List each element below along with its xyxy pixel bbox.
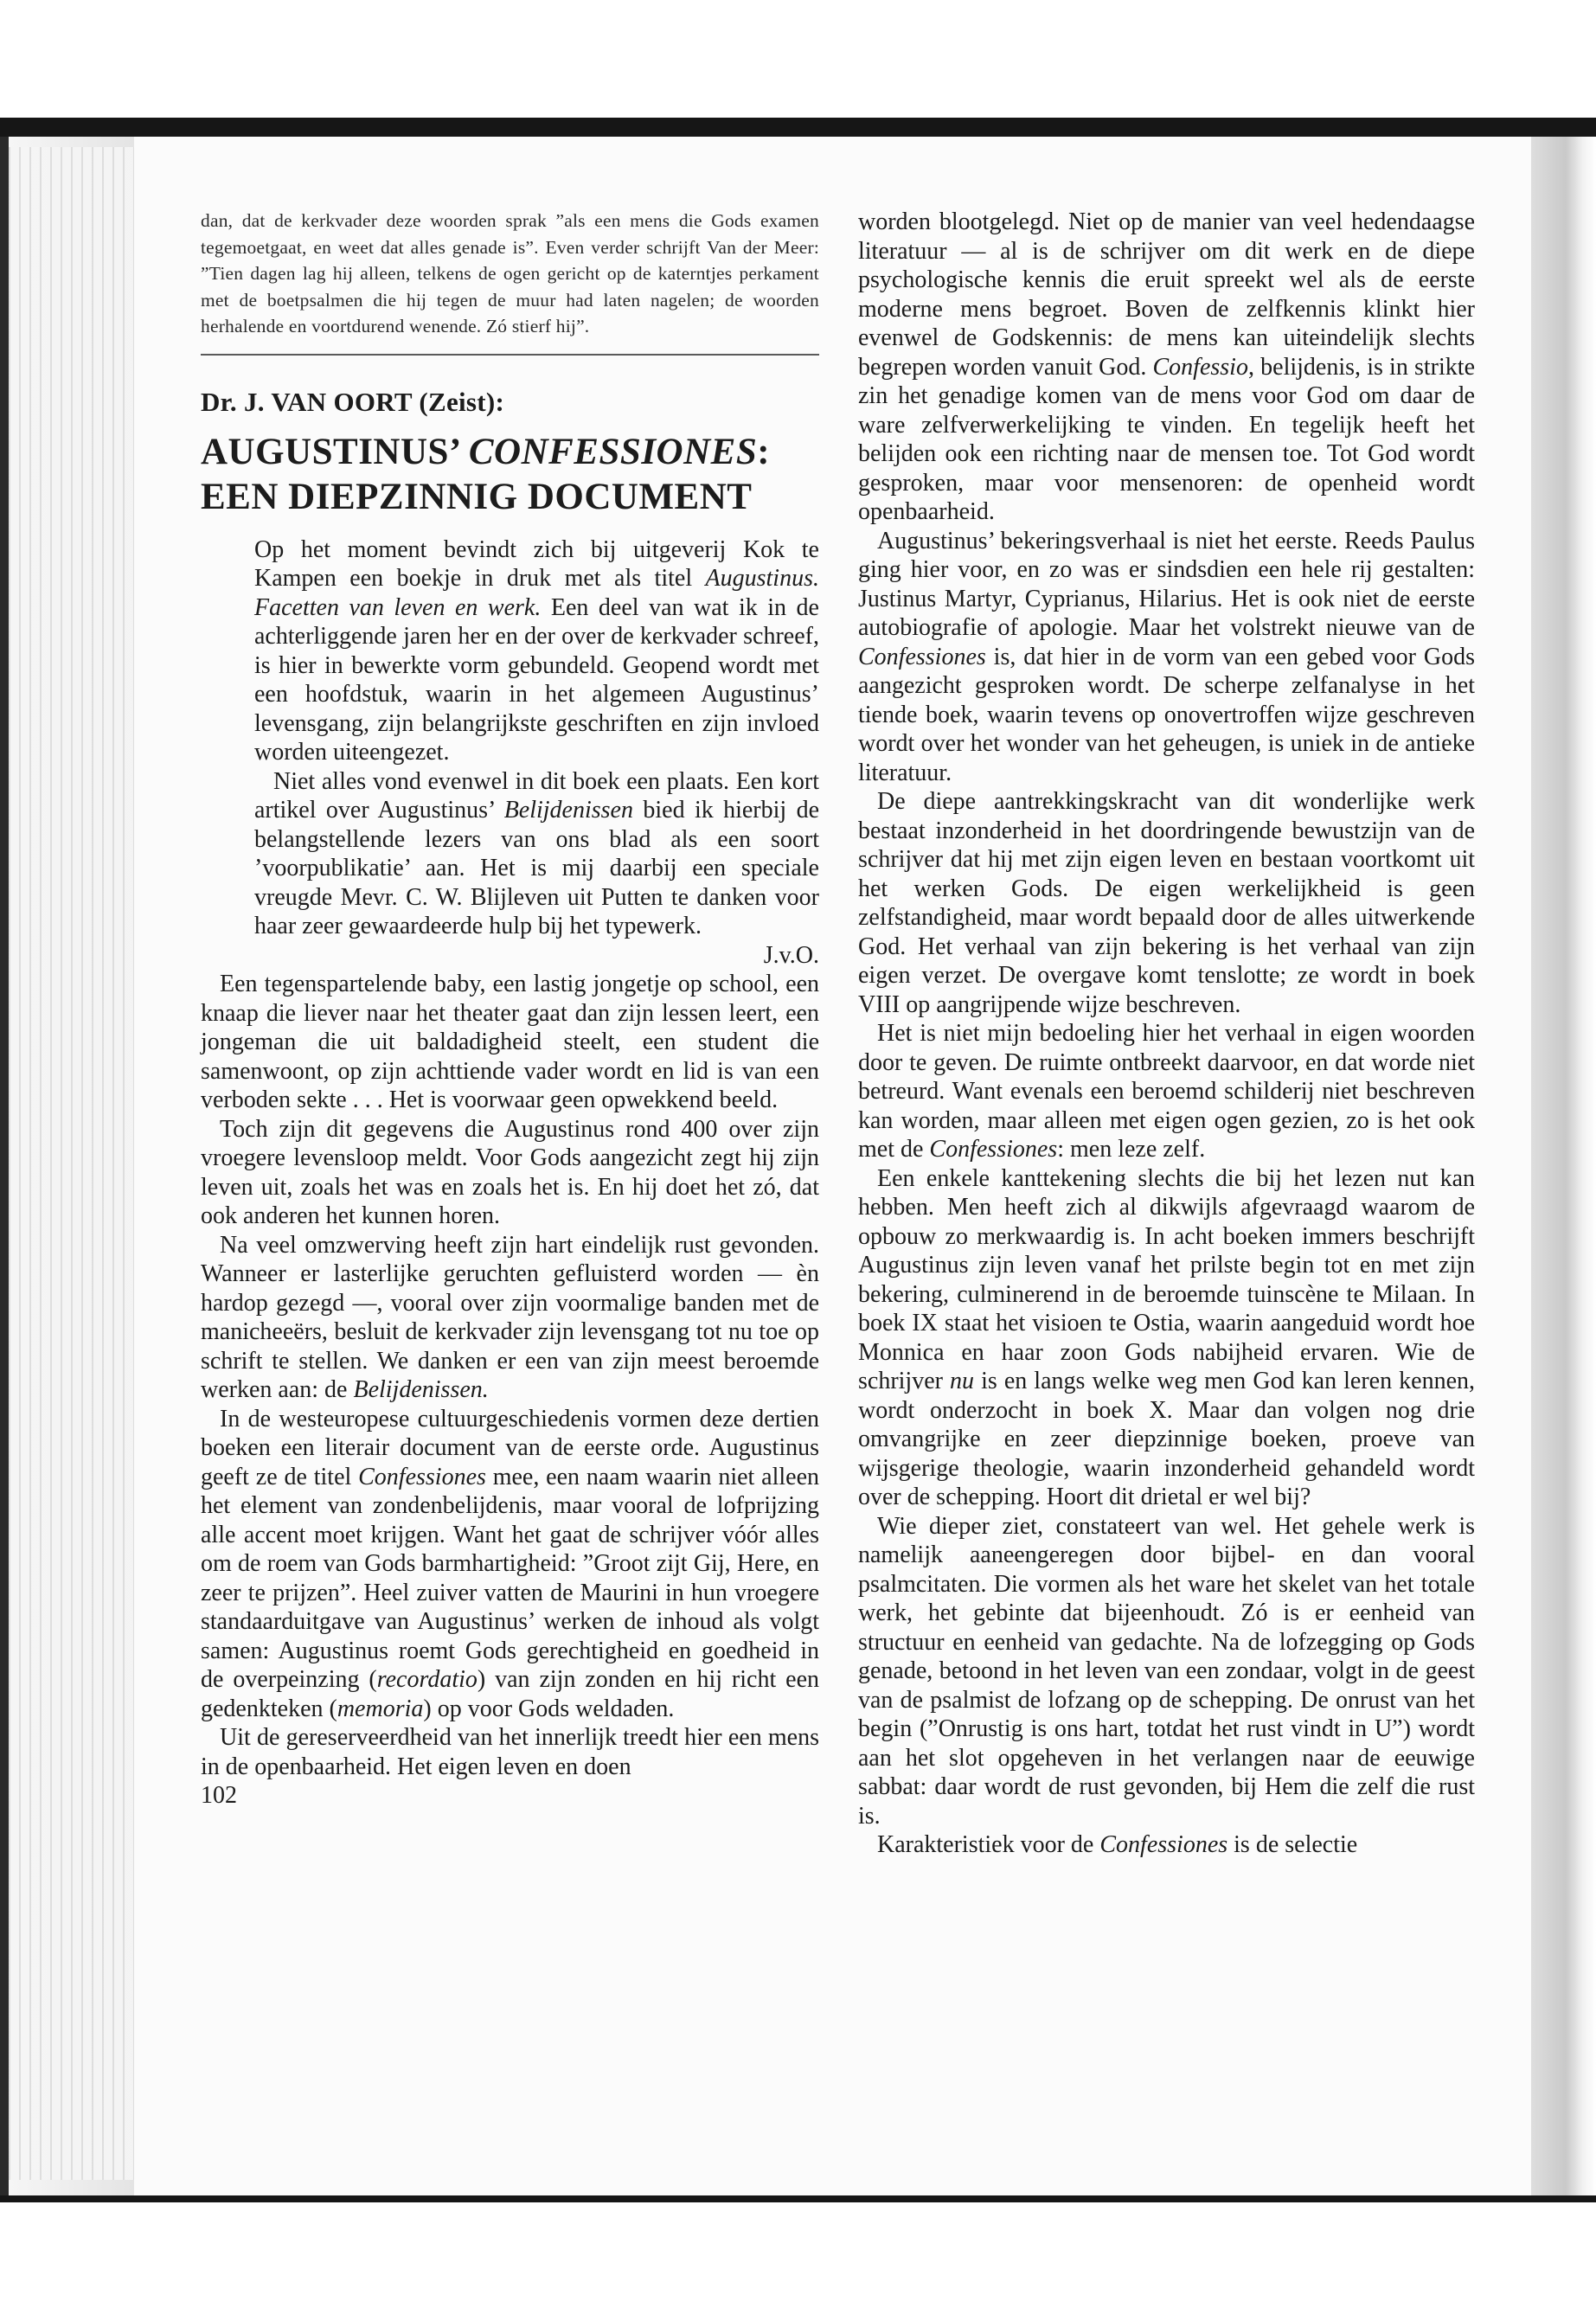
- body-paragraph-4: [201, 1405, 819, 1724]
- italic-run: Confessiones: [929, 1136, 1058, 1163]
- text-run: is en langs welke weg men God kan leren kennen, wordt onderzocht in boek X. Maar dan volgen nog drie omvangrijke en zeer diepzinnige boeken, proeve van wijsgerige theologie, waarin inzonderheid gehandeld wordt over de schepping. Hoort dit drietal er wel bij?: [858, 1368, 1475, 1510]
- text-run: Het is niet mijn bedoeling hier het verhaal in eigen woorden door te geven. De ruimte ontbreekt daarvoor, en dat worde niet betreurd. Want evenals een beroemd schilderij niet beschreven kan worden, maar alleen met eigen ogen gezien, zo is het ook met de: [858, 1020, 1475, 1163]
- title-italic: CONFESSIONES: [468, 431, 758, 472]
- text-run: Niet alles vond evenwel in dit boek een plaats. Een kort artikel over Augustinus’: [254, 767, 819, 824]
- title-colon: :: [757, 431, 771, 472]
- right-paragraph-1: [858, 208, 1475, 527]
- scanner-edge-top: [0, 118, 1596, 137]
- body-paragraph-3: [201, 1231, 819, 1405]
- italic-run: Confessiones: [858, 643, 986, 670]
- text-run: bied ik hierbij de belangstellende lezers van ons blad als een soort ’voorpublikatie’ aan. Het is mij daarbij een speciale vreugde Mevr. C. W. Blijleven uit Putten te danken voor haar zeer gewaardeerde hulp bij het typewerk.: [254, 797, 819, 939]
- text-run: Karakteristiek voor de: [877, 1831, 1100, 1858]
- book-title-italic: Augustinus. Facetten van leven en werk.: [254, 565, 819, 621]
- intro-block: [254, 535, 819, 971]
- text-run: Een deel van wat ik in de achterliggende jaren her en der over de kerkvader schreef, is hier in bewerkte vorm gebundeld. Geopend wordt met een hoofdstuk, waarin in het algemeen Augustinus’ levensgang, zijn belangrijkste geschriften en zijn invloed worden uiteengezet.: [254, 593, 819, 766]
- italic-run: Belijdenissen: [503, 797, 633, 824]
- italic-run: memoria: [337, 1695, 424, 1722]
- text-run: ) van zijn zonden en hij richt een gedenkteken (: [201, 1666, 820, 1722]
- italic-run: Confessiones: [1099, 1831, 1228, 1858]
- title-line-2: EEN DIEPZINNIG DOCUMENT: [201, 476, 753, 517]
- text-run: , belijdenis, is in strikte zin het genadige komen van de mens voor God om daar de ware zelfverwerkelijking te vinden. En tegelijk heeft het belijden ook een richting naar de mensen toe. Tot God wordt gesproken, maar voor mensenoren: de openheid wordt openbaarheid.: [858, 353, 1475, 525]
- text-run: is, dat hier in de vorm van een gebed voor Gods aangezicht gesproken wordt. De scherpe zelfanalyse in het tiende boek, waarin tevens op onovertroffen wijze geschreven wordt over het wonder van het geheugen, is uniek in de antieke literatuur.: [858, 643, 1475, 786]
- article-title: [201, 430, 819, 520]
- page-number: 102: [201, 1782, 237, 1809]
- text-run: mee, een naam waarin niet alleen het element van zondenbelijdenis, maar vooral de lofprijzing alle accent moet krijgen. Want het gaat de schrijver vóór alles om de roem van Gods barmhartigheid: ”Groot zijt Gij, Here, en zeer te prijzen”. Heel zuiver vatten de Maurini in hun vroegere standaarduitgave van Augustinus’ werken de inhoud als volgt samen: Augustinus roemt Gods gerechtigheid en goedheid in de overpeinzing (: [201, 1463, 819, 1693]
- italic-run: Confessio: [1152, 353, 1248, 381]
- right-paragraph-2: [858, 527, 1475, 788]
- text-run: worden blootgelegd. Niet op de manier van veel hedendaagse literatuur — al is de schrijver om dit werk en de diepe psychologische kennis die eruit spreekt wel als de eerste moderne mens begroet. Boven de zelfkennis klinkt hier evenwel de Godskennis: de mens kan uiteindelijk slechts begrepen worden vanuit God.: [858, 208, 1475, 381]
- scanner-edge-bottom: [0, 2195, 1596, 2202]
- italic-run: Belijdenissen.: [353, 1376, 489, 1403]
- italic-run: Confessiones: [358, 1463, 486, 1490]
- left-column: [201, 208, 819, 1811]
- right-column: [858, 208, 1475, 1860]
- body-paragraph-1: Een tegenspartelende baby, een lastig jongetje op school, een knaap die liever naar het theater gaat dan zijn lessen leert, een jongeman die uit baldadigheid steelt, een student die samenwoont, op zijn achttiende vader wordt en lid is van een verboden sekte . . . Het is voorwaar geen opwekkend beeld.: [201, 971, 819, 1113]
- right-paragraph-4: [858, 1019, 1475, 1164]
- text-run: Een enkele kanttekening slechts die bij het lezen nut kan hebben. Men heeft zich al dikwijls afgevraagd waarom de opbouw zo merkwaardig is. In acht boeken immers beschrijft Augustinus zijn leven vanaf het prilste begin tot en met zijn bekering, culminerend in de beroemde tuinscène te Milaan. In boek IX staat het visioen te Ostia, waarin aangeduid wordt hoe Monnica en haar zoon Gods nabijheid ervaren. Wie de schrijver: [858, 1164, 1475, 1394]
- article-author: Dr. J. VAN OORT (Zeist):: [201, 386, 505, 417]
- intro-paragraph-2: [254, 767, 819, 941]
- body-paragraph-2: Toch zijn dit gegevens die Augustinus rond 400 over zijn vroegere levensloop meldt. Voor Gods aangezicht zegt hij zijn leven uit, zoals het was en zoals het is. En hij doet het zó, dat ook anderen het kunnen horen.: [201, 1115, 819, 1229]
- body-paragraph-5: Uit de gereserveerdheid van het innerlijk treedt hier een mens in de openbaarheid. Het eigen leven en doen: [201, 1724, 819, 1780]
- intro-paragraph-1: [254, 535, 819, 767]
- page-edges-left: [9, 147, 134, 2180]
- text-run: Augustinus’ bekeringsverhaal is niet het eerste. Reeds Paulus ging hier voor, en zo was er sindsdien een hele rij gestalten: Justinus Martyr, Cyprianus, Hilarius. Het is ook niet de eerste autobiografie of apologie. Maar het volstrekt nieuwe van de: [858, 527, 1475, 641]
- text-run: In de westeuropese cultuurgeschiedenis vormen deze dertien boeken een literair document van de eerste orde. Augustinus geeft ze de titel: [201, 1405, 819, 1490]
- text-run: : men leze zelf.: [1057, 1136, 1206, 1163]
- intro-signature: J.v.O.: [763, 941, 819, 969]
- text-run: ) op voor Gods weldaden.: [423, 1695, 675, 1722]
- continued-text: dan, dat de kerkvader deze woorden sprak ”als een mens die Gods examen tegemoetgaat, en weet dat alles genade is”. Even verder schrijft Van der Meer: ”Tien dagen lag hij alleen, telkens de ogen gericht op de katerntjes perkament met de boetpsalmen die hij tegen de muur had laten nagelen; de woorden herhalende en voortdurend wenende. Zó stierf hij”.: [201, 210, 819, 336]
- right-paragraph-5: [858, 1164, 1475, 1512]
- book-edge-right: [1531, 137, 1596, 2195]
- title-part-1: AUGUSTINUS’: [201, 431, 469, 472]
- right-paragraph-7: [858, 1830, 1475, 1860]
- italic-run: nu: [950, 1368, 975, 1394]
- scan-margin-top: [0, 0, 1596, 118]
- italic-run: recordatio: [376, 1666, 478, 1693]
- divider-rule: [201, 354, 819, 356]
- text-run: is de selectie: [1227, 1831, 1358, 1858]
- text-run: Na veel omzwerving heeft zijn hart eindelijk rust gevonden. Wanneer er lasterlijke geruchten gefluisterd worden — èn hardop gezegd —, vooral over zijn voormalige banden met de manicheeërs, besluit de kerkvader zijn levensgang tot nu toe op schrift te stellen. We danken er een van zijn meest beroemde werken aan: de: [201, 1231, 819, 1403]
- text-run: Op het moment bevindt zich bij uitgeverij Kok te Kampen een boekje in druk met als titel: [254, 535, 819, 592]
- right-paragraph-3: De diepe aantrekkingskracht van dit wonderlijke werk bestaat inzonderheid in het doordringende bewustzijn van de schrijver dat hij met zijn eigen leven en bestaan voortkomt uit het werken Gods. De eigen werkelijkheid is geen zelfstandigheid, maar wordt bepaald door de alles uitwerkende God. Het verhaal van zijn bekering is het verhaal van zijn eigen verzet. De overgave komt tenslotte; ze wordt in boek VIII op aangrijpende wijze beschreven.: [858, 788, 1475, 1018]
- right-paragraph-6: Wie dieper ziet, constateert van wel. Het gehele werk is namelijk aaneengeregen door bijbel- en dan vooral psalmcitaten. Die vormen als het ware het skelet van het totale werk, het gebinte dat bijeenhoudt. Zó is er eenheid van structuur en eenheid van gedachte. Na de lofzegging op Gods genade, betoond in het leven van een zondaar, volgt in de geest van de psalmist de lofzang op de schepping. De onrust van het begin (”Onrustig is ons hart, totdat het rust vindt in U”) wordt aan het slot opgeheven in het verlangen naar de eeuwige sabbat: daar wordt de rust gevonden, bij Hem die zelf die rust is.: [858, 1512, 1475, 1830]
